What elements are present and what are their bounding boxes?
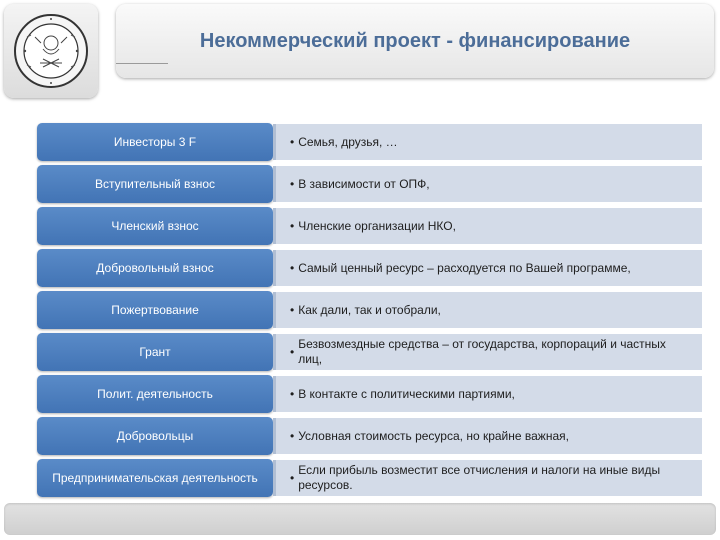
- bullet: •: [290, 134, 295, 149]
- row-description: • Как дали, так и отобрали,: [273, 292, 702, 328]
- row-description: • Членские организации НКО,: [273, 208, 702, 244]
- row-label-entry-fee: Вступительный взнос: [37, 165, 273, 203]
- bullet: •: [290, 302, 295, 317]
- table-row: [37, 459, 702, 501]
- row-description: • Безвозмездные средства – от государства, корпораций и частных лиц,: [273, 334, 702, 370]
- title-panel: [116, 4, 714, 78]
- bullet: •: [290, 176, 295, 191]
- table-row: [37, 333, 702, 375]
- bullet: •: [290, 260, 295, 275]
- footer-bar: [4, 503, 716, 535]
- row-label-entrepreneurship: Предпринимательская деятельность: [37, 459, 273, 497]
- logo-tile: [4, 4, 98, 98]
- society-seal-logo: [13, 13, 89, 89]
- table-row: [37, 165, 702, 207]
- bullet: •: [290, 428, 295, 443]
- table-row: [37, 375, 702, 417]
- bullet: •: [290, 386, 295, 401]
- row-label-donation: Пожертвование: [37, 291, 273, 329]
- table-row: [37, 207, 702, 249]
- row-description: • В зависимости от ОПФ,: [273, 166, 702, 202]
- row-label-investors: Инвесторы 3 F: [37, 123, 273, 161]
- table-row: [37, 123, 702, 165]
- bullet: •: [290, 344, 295, 359]
- row-label-political-activity: Полит. деятельность: [37, 375, 273, 413]
- bullet: •: [290, 470, 295, 485]
- row-description: • Если прибыль возместит все отчисления и налоги на иные виды ресурсов.: [273, 460, 702, 496]
- row-description: • Семья, друзья, …: [273, 124, 702, 160]
- row-label-volunteers: Добровольцы: [37, 417, 273, 455]
- table-row: [37, 249, 702, 291]
- row-label-membership-fee: Членский взнос: [37, 207, 273, 245]
- page-title: Некоммерческий проект - финансирование: [199, 30, 631, 52]
- row-label-voluntary-fee: Добровольный взнос: [37, 249, 273, 287]
- row-description: • Самый ценный ресурс – расходуется по Вашей программе,: [273, 250, 702, 286]
- table-row: [37, 417, 702, 459]
- title-underline: [116, 63, 168, 64]
- row-description: • Условная стоимость ресурса, но крайне важная,: [273, 418, 702, 454]
- row-label-grant: Грант: [37, 333, 273, 371]
- row-description: • В контакте с политическими партиями,: [273, 376, 702, 412]
- funding-table: [37, 123, 702, 501]
- bullet: •: [290, 218, 295, 233]
- table-row: [37, 291, 702, 333]
